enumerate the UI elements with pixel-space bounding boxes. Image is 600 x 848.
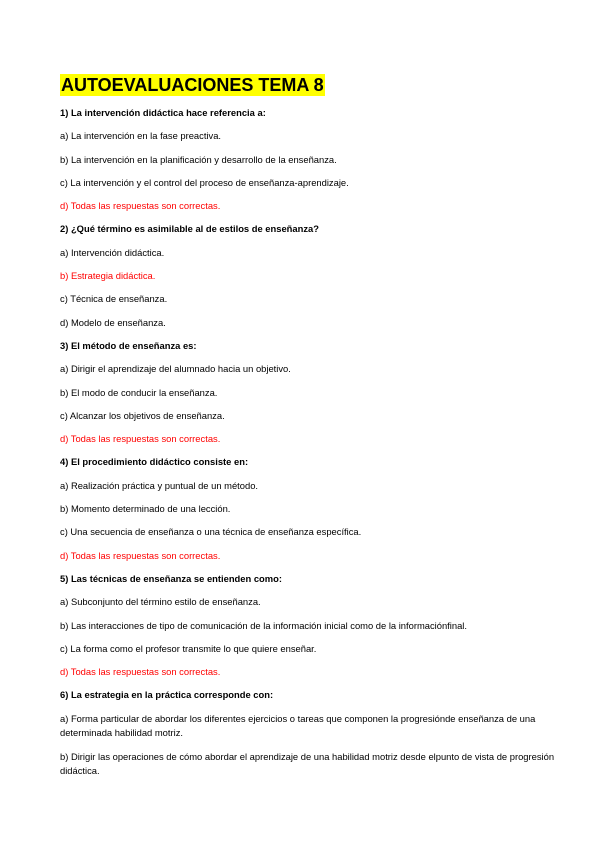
option-3d-correct: d) Todas las respuestas son correctas. bbox=[60, 433, 221, 445]
option-4b: b) Momento determinado de una lección. bbox=[60, 503, 231, 515]
option-1b: b) La intervención en la planificación y desarrollo de la enseñanza. bbox=[60, 153, 337, 165]
question-text: ) El procedimiento didáctico consiste en: bbox=[65, 456, 249, 468]
document-title: AUTOEVALUACIONES TEMA 8 bbox=[61, 75, 324, 95]
option-3c: c) Alcanzar los objetivos de enseñanza. bbox=[60, 409, 225, 421]
question-text: ) La estrategia en la práctica corresponde con: bbox=[65, 689, 274, 701]
question-5 bbox=[60, 572, 560, 585]
question-number: 3 bbox=[60, 339, 66, 351]
question-text: ) ¿Qué término es asimilable al de estilos de enseñanza? bbox=[65, 223, 319, 235]
option-6b: b) Dirigir las operaciones de cómo abordar el aprendizaje de una habilidad motriz desde elpunto de vista de progresión didáctica. bbox=[60, 751, 555, 777]
question-text: ) Las técnicas de enseñanza se entienden como: bbox=[65, 572, 282, 584]
option-1c: c) La intervención y el control del proceso de enseñanza-aprendizaje. bbox=[60, 176, 349, 188]
question-number: 6 bbox=[60, 689, 66, 701]
option-2a: a) Intervención didáctica. bbox=[60, 246, 165, 258]
question-number: 1 bbox=[60, 107, 66, 118]
option-4a: a) Realización práctica y puntual de un método. bbox=[60, 479, 259, 491]
option-2b-correct: b) Estrategia didáctica. bbox=[60, 270, 156, 282]
option-2d: d) Modelo de enseñanza. bbox=[60, 316, 166, 328]
question-6 bbox=[60, 688, 560, 701]
question-number: 2 bbox=[60, 223, 66, 235]
option-1a: a) La intervención en la fase preactiva. bbox=[60, 130, 222, 142]
option-4c: c) Una secuencia de enseñanza o una técnica de enseñanza específica. bbox=[60, 526, 362, 538]
question-number: 4 bbox=[60, 456, 66, 468]
option-6a: a) Forma particular de abordar los diferentes ejercicios o tareas que componen la progresiónde enseñanza de una determinada habilidad motriz. bbox=[60, 712, 536, 738]
question-2 bbox=[60, 222, 560, 235]
option-2c: c) Técnica de enseñanza. bbox=[60, 293, 168, 305]
option-5b: b) Las interacciones de tipo de comunicación de la información inicial como de la informaciónfinal. bbox=[60, 619, 467, 631]
question-text: ) La intervención didáctica hace referencia a: bbox=[65, 107, 266, 118]
option-5a: a) Subconjunto del término estilo de enseñanza. bbox=[60, 596, 261, 608]
document-page bbox=[60, 74, 560, 788]
question-4 bbox=[60, 455, 560, 468]
question-text: ) El método de enseñanza es: bbox=[65, 339, 197, 351]
question-1 bbox=[60, 106, 560, 119]
question-3 bbox=[60, 339, 560, 352]
question-number: 5 bbox=[60, 572, 66, 584]
option-5d-correct: d) Todas las respuestas son correctas. bbox=[60, 666, 221, 678]
option-3a: a) Dirigir el aprendizaje del alumnado hacia un objetivo. bbox=[60, 363, 291, 375]
option-3b: b) El modo de conducir la enseñanza. bbox=[60, 386, 218, 398]
option-4d-correct: d) Todas las respuestas son correctas. bbox=[60, 549, 221, 561]
option-1d-correct: d) Todas las respuestas son correctas. bbox=[60, 200, 221, 212]
option-5c: c) La forma como el profesor transmite lo que quiere enseñar. bbox=[60, 642, 317, 654]
